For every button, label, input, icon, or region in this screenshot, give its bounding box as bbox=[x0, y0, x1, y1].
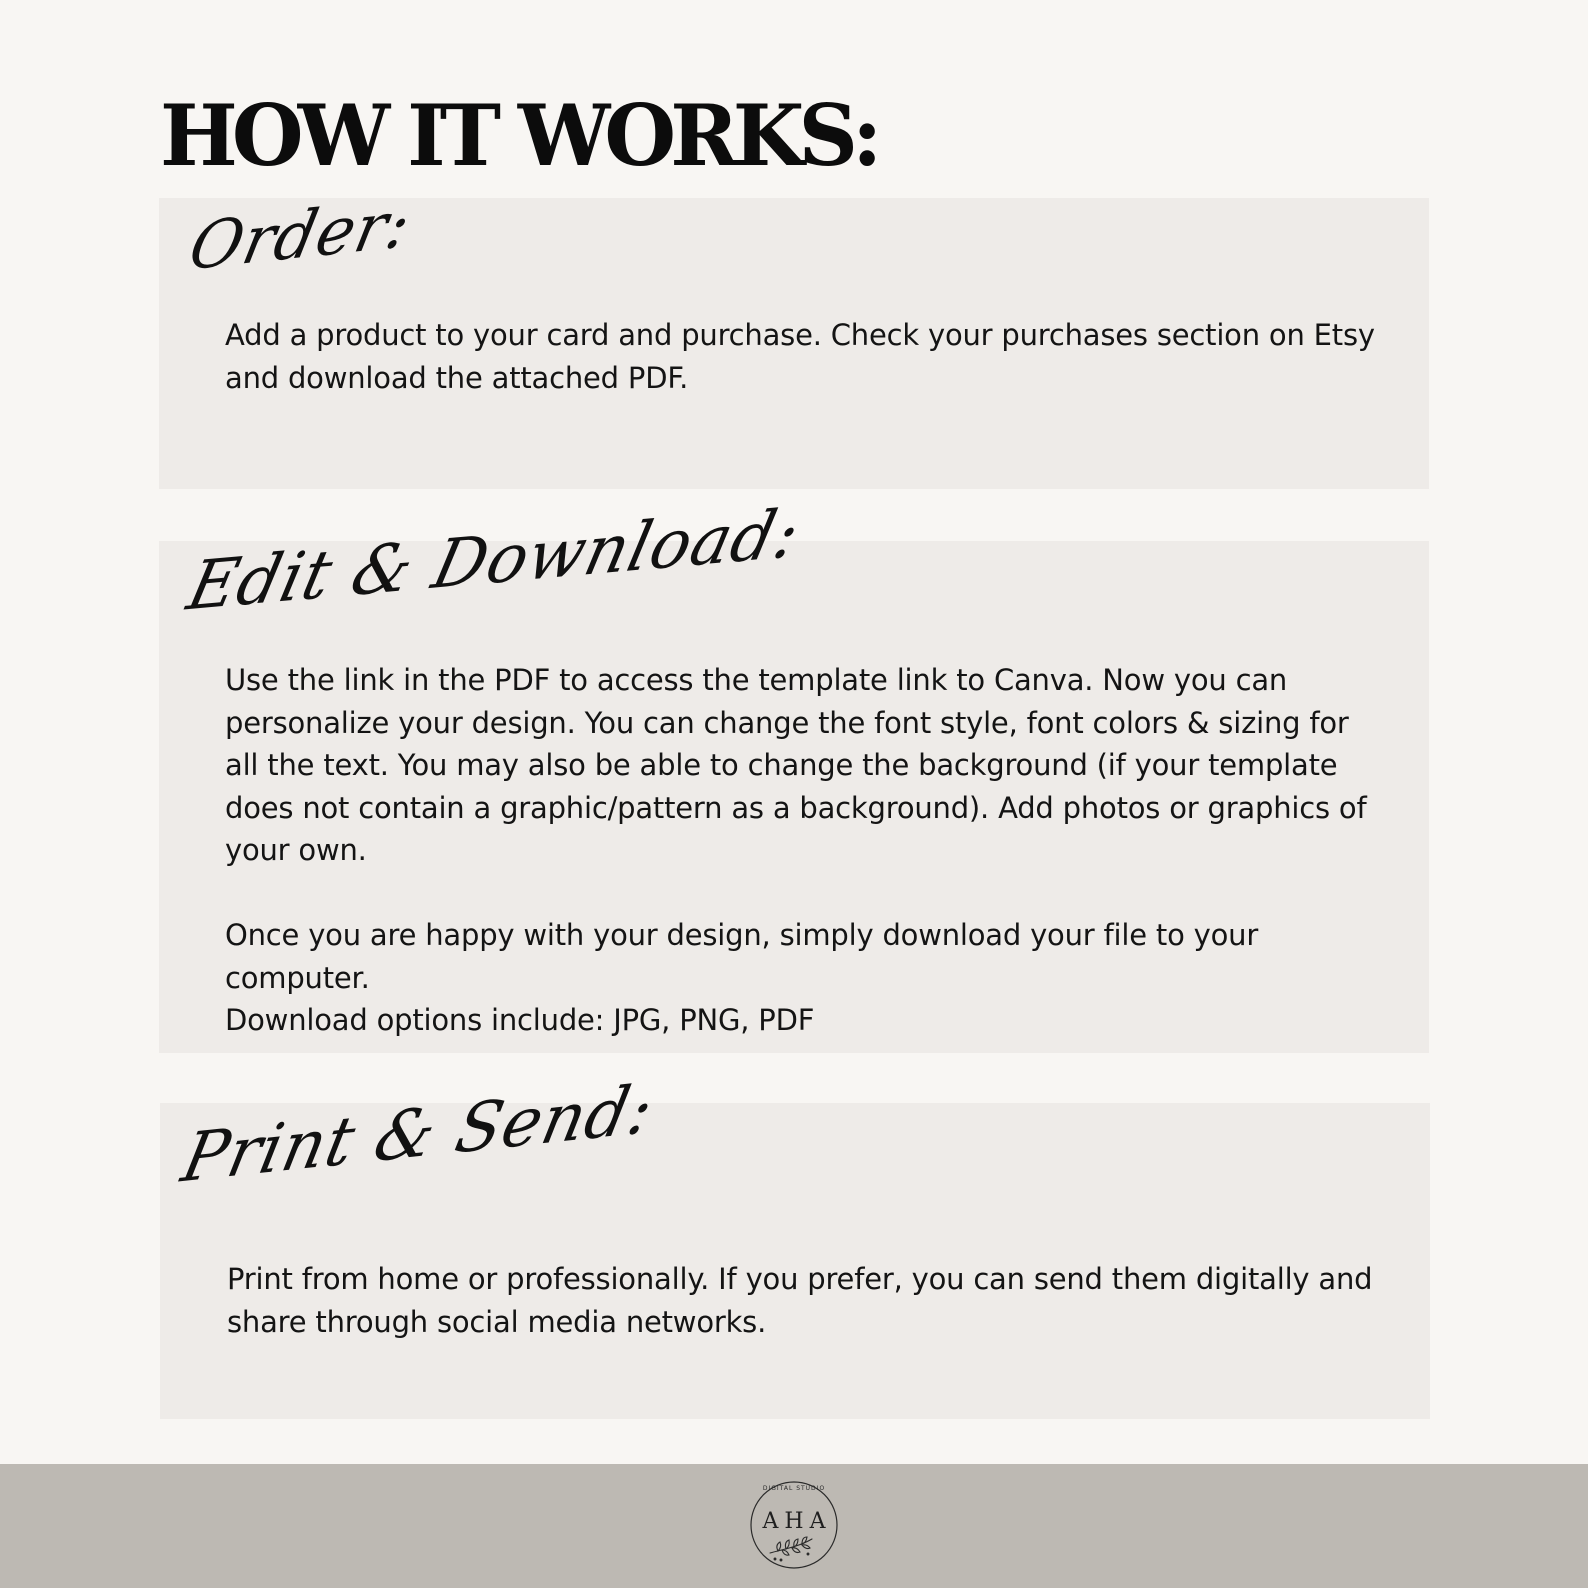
page-title: HOW IT WORKS: bbox=[160, 86, 877, 185]
step-description-print-send bbox=[227, 1258, 1377, 1343]
step-paragraph: Use the link in the PDF to access the template link to Canva. Now you can personalize your design. You can change the font style, font colors & sizing for all the text. You may also be able to change the background (if your template does not contain a graphic/pattern as a background). Add photos or graphics of your own. bbox=[225, 663, 1367, 867]
logo-letters: AHA bbox=[762, 1509, 832, 1534]
leaf-branch-icon bbox=[770, 1537, 812, 1561]
step-card-order bbox=[159, 186, 1429, 489]
download-options-text: Download options include: JPG, PNG, PDF bbox=[225, 1003, 815, 1037]
footer-bar bbox=[0, 1464, 1588, 1588]
step-paragraph: Print from home or professionally. If you prefer, you can send them digitally and share through social media networks. bbox=[227, 1262, 1373, 1339]
paragraph-spacer bbox=[225, 872, 1375, 915]
logo-subtitle: DIGITAL STUDIO bbox=[762, 1485, 826, 1492]
step-paragraph: Add a product to your card and purchase. Check your purchases section on Etsy and download the attached PDF. bbox=[225, 318, 1375, 395]
step-paragraph: Once you are happy with your design, simply download your file to your computer. bbox=[225, 918, 1259, 995]
step-card-print-send bbox=[160, 1069, 1430, 1419]
step-description-edit-download bbox=[225, 659, 1375, 1042]
step-title-order: Order: bbox=[182, 186, 418, 286]
step-title-edit-download: Edit & Download: bbox=[180, 493, 808, 626]
brand-logo bbox=[748, 1479, 840, 1571]
step-description-order bbox=[225, 314, 1375, 399]
step-title-print-send: Print & Send: bbox=[175, 1069, 661, 1198]
step-card-edit-download bbox=[159, 493, 1429, 1053]
